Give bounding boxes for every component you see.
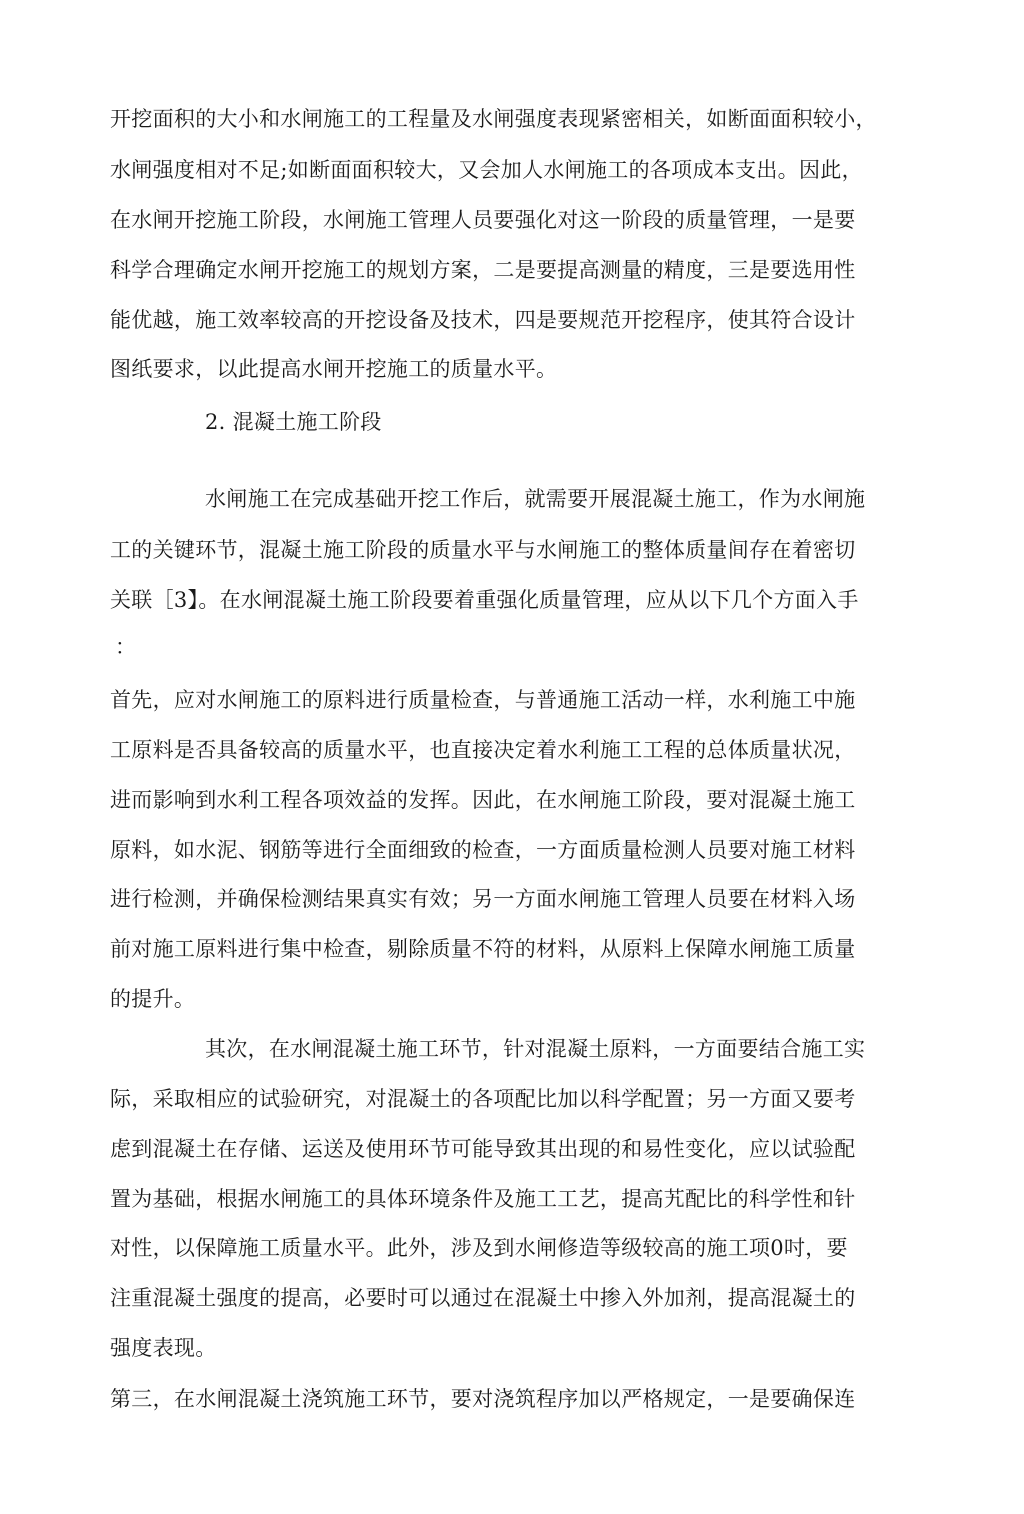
text-line: 第三，在水闸混凝土浇筑施工环节，要对浇筑程序加以严格规定，一是要确保连	[110, 1387, 856, 1411]
text-line: 的提升。	[110, 987, 196, 1011]
text-line: 置为基础，根据水闸施工的具体环境条件及施工工艺，提高艽配比的科学性和针	[110, 1187, 856, 1211]
text-line: 虑到混凝土在存储、运送及使用环节可能导致其出现的和易性变化，应以试验配	[110, 1137, 856, 1161]
text-line: 水闸施工在完成基础开挖工作后，就需要开展混凝土施工，作为水闸施	[205, 487, 866, 511]
text-line: 能优越，施工效率较高的开挖设备及技术，四是要规范开挖程序，使其符合设计	[110, 308, 856, 332]
text-line: 前对施工原料进行集中检查，剔除质量不符的材料，从原料上保障水闸施工质量	[110, 937, 856, 961]
text-line: 强度表现。	[110, 1336, 217, 1360]
text-line: 对性，以保障施工质量水平。此外，涉及到水闸修造等级较高的施工项0吋，要	[110, 1236, 848, 1260]
text-line: 其次，在水闸混凝土施工环节，针对混凝土原料，一方面要结合施工实	[205, 1037, 866, 1061]
text-line: 科学合理确定水闸开挖施工的规划方案，二是要提高测量的精度，三是要选用性	[110, 258, 856, 282]
text-line: ：	[115, 635, 137, 659]
text-line: 首先，应对水闸施工的原料进行质量检查，与普通施工活动一样，水利施工中施	[110, 688, 856, 712]
text-line: 进行检测，并确保检测结果真实有效；另一方面水闸施工管理人员要在材料入场	[110, 887, 856, 911]
text-line: 原料，如水泥、钢筋等进行全面细致的检查，一方面质量检测人员要对施工材料	[110, 838, 856, 862]
text-line: 际，采取相应的试验研究，对混凝土的各项配比加以科学配置；另一方面又要考	[110, 1087, 856, 1111]
text-line: 工原料是否具备较高的质量水平，也直接决定着水利施工工程的总体质量状况，	[110, 738, 856, 762]
text-line: 图纸要求，以此提高水闸开挖施工的质量水平。	[110, 357, 558, 381]
text-line: 关联［3】。在水闸混凝土施工阶段要着重强化质量管理，应从以下几个方面入手	[110, 588, 859, 612]
text-line: 注重混凝土强度的提高，必要时可以通过在混凝土中掺入外加剂，提高混凝土的	[110, 1286, 856, 1310]
text-line: 在水闸开挖施工阶段，水闸施工管理人员要强化对这一阶段的质量管理，一是要	[110, 208, 856, 232]
text-line: 进而影响到水利工程各项效益的发挥。因此，在水闸施工阶段，要对混凝土施工	[110, 788, 856, 812]
section-heading: 2. 混凝土施工阶段	[205, 410, 382, 434]
text-line: 水闸强度相对不足;如断面面积较大，又会加人水闸施工的各项成本支出。因此，	[110, 158, 863, 182]
text-line: 工的关键环节，混凝土施工阶段的质量水平与水闸施工的整体质量间存在着密切	[110, 538, 856, 562]
text-line: 开挖面积的大小和水闸施工的工程量及水闸强度表现紧密相关，如断面面积较小，	[110, 107, 877, 131]
